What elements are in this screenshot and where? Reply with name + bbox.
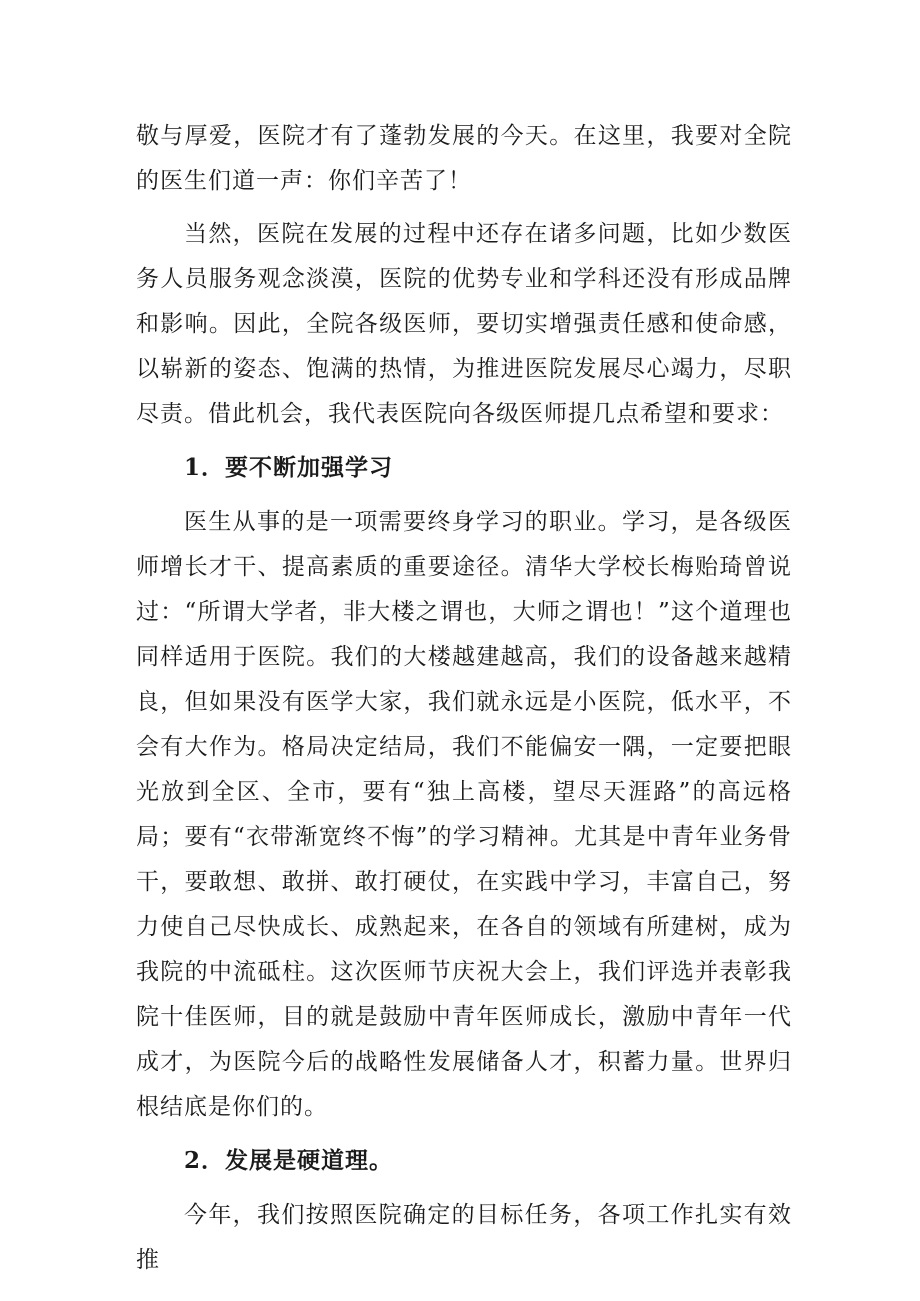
paragraph-continuation: 敬与厚爱，医院才有了蓬勃发展的今天。在这里，我要对全院的医生们道一声：你们辛苦了！ — [136, 123, 792, 194]
paragraph-problems: 当然，医院在发展的过程中还存在诸多问题，比如少数医务人员服务观念淡漠，医院的优势专业和学科还没有形成品牌和影响。因此，全院各级医师，要切实增强责任感和使命感，以崭新的姿态、饱满的热情，为推进医院发展尽心竭力，尽职尽责。借此机会，我代表医院向各级医师提几点希望和要求： — [136, 221, 792, 427]
paragraph-learning: 医生从事的是一项需要终身学习的职业。学习，是各级医师增长才干、提高素质的重要途径。清华大学校长梅贻琦曾说过：“所谓大学者，非大楼之谓也，大师之谓也！”这个道理也同样适用于医院。我们的大楼越建越高，我们的设备越来越精良，但如果没有医学大家，我们就永远是小医院，低水平，不会有大作为。格局决定结局，我们不能偏安一隅，一定要把眼光放到全区、全市，要有“独上高楼，望尽天涯路”的高远格局；要有“衣带渐宽终不悔”的学习精神。尤其是中青年业务骨干，要敢想、敢拼、敢打硬仗，在实践中学习，丰富自己，努力使自己尽快成长、成熟起来，在各自的领域有所建树，成为我院的中流砥柱。这次医师节庆祝大会上，我们评选并表彰我院十佳医师，目的就是鼓励中青年医师成长，激励中青年一代成才，为医院今后的战略性发展储备人才，积蓄力量。世界归根结底是你们的。 — [136, 509, 792, 1120]
paragraph-development: 今年，我们按照医院确定的目标任务，各项工作扎实有效推 — [136, 1202, 792, 1273]
section-heading-2: 2．发展是硬道理。 — [184, 1147, 394, 1174]
section-heading-1: 1．要不断加强学习 — [184, 454, 394, 481]
document-page — [136, 114, 792, 1291]
